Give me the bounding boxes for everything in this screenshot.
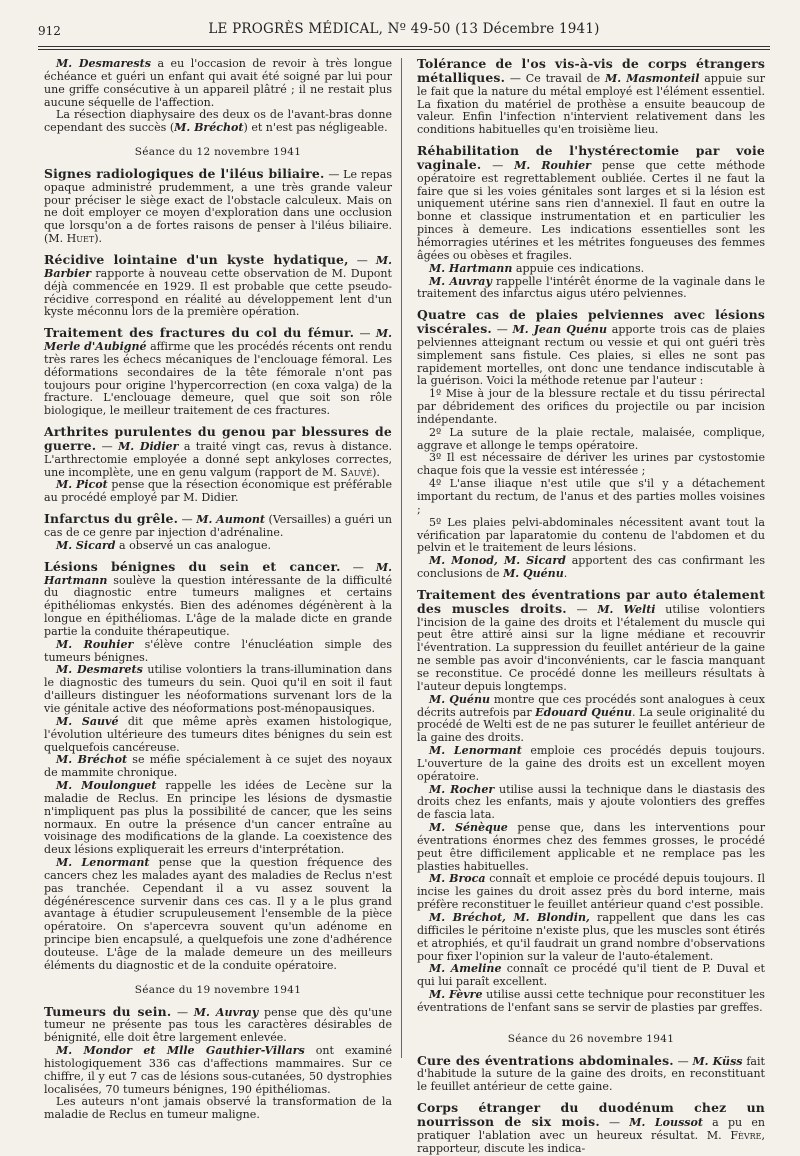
- list-item: 1º Mise à jour de la blessure rectale et du tissu périrectal par débridement des orifices du projectile ou par incision indépendante.: [417, 387, 765, 426]
- session-date: Séance du 26 novembre 1941: [507, 1032, 675, 1045]
- page-header: [38, 18, 770, 42]
- article: Infarctus du grêle. — M. Aumont (Versailles) a guéri un cas de ce genre par injection d'adrénaline.: [44, 511, 392, 539]
- article-title: Corps étranger du duodénum chez un nourrisson de six mois.: [417, 1100, 765, 1129]
- paragraph: M. Ameline connaît ce procédé qu'il tient de P. Duval et qui lui paraît excellent.: [417, 962, 765, 989]
- list-item: 3º Il est nécessaire de dériver les urines par cystostomie chaque fois que la vessie est intéressée ;: [417, 451, 765, 478]
- paragraph: M. Sauvé dit que même après examen histologique, l'évolution ultérieure des tumeurs dites bénignes du sein est quelquefois cancéreuse.: [44, 714, 392, 754]
- header-rule: [38, 46, 770, 47]
- paragraph: M. Hartmann appuie ces indications.: [429, 261, 645, 275]
- paragraph: M. Desmarets utilise volontiers la trans-illumination dans le diagnostic des tumeurs du sein. Quoi qu'il en soit il faut d'ailleurs distinguer les néoformations survenant lors de la vie génitale active des néoformations post-ménopausiques.: [44, 663, 392, 715]
- paragraph: M. Desmarests a eu l'occasion de revoir à très longue échéance et guéri un enfant qui avait été soigné par lui pour une griffe consécutive à un appareil plâtré ; il ne restait plus aucune séquelle de l'affection.: [44, 57, 392, 109]
- article-title: Quatre cas de plaies pelviennes avec lésions viscérales.: [417, 307, 765, 337]
- session-date: Séance du 12 novembre 1941: [134, 146, 302, 159]
- paragraph: M. Moulonguet rappelle les idées de Lecène sur la maladie de Reclus. En principe les lésions de dysmastie n'impliquent pas plus la possibilité de cancer, que les seins normaux. En outre la présence d'un cancer entraîne au voisinage des modifications de la glande. La coexistence des deux lésions expliquerait les erreurs d'interprétation.: [44, 779, 392, 857]
- page-number: 912: [38, 24, 61, 38]
- article-title: Réhabilitation de l'hystérectomie par voie vaginale.: [417, 143, 765, 172]
- paragraph: M. Fèvre utilise aussi cette technique pour reconstituer les éventrations de l'enfant sans se servir de plasties par greffes.: [417, 988, 765, 1014]
- paragraph: M. Auvray rappelle l'intérêt énorme de la vaginale dans le traitement des infarctus aigus utéro pelviennes.: [417, 274, 765, 301]
- paragraph: M. Monod, M. Sicard apportent des cas confirmant les conclusions de M. Quénu.: [417, 554, 765, 581]
- header-rule-second: [38, 49, 770, 50]
- paragraph: M. Bréchot se méfie spécialement à ce sujet des noyaux de mammite chronique.: [44, 753, 392, 780]
- article-title: Traitement des fractures du col du fémur.: [44, 325, 355, 341]
- list-item: 4º L'anse iliaque n'est utile que s'il y a détachement important du rectum, de l'anus et des parties molles voisines ;: [417, 477, 765, 516]
- right-column: [417, 58, 765, 1156]
- article: Corps étranger du duodénum chez un nourrisson de six mois. — M. Loussot a pu en pratiquer l'ablation avec un heureux résultat. M. Fèvre, rapporteur, discute les indica-: [417, 1100, 765, 1155]
- paragraph: M. Broca connaît et emploie ce procédé depuis toujours. Il incise les gaines du droit assez près du bord interne, mais préfère reconstituer le feuillet antérieur quand c'est possible.: [417, 872, 765, 912]
- article: Récidive lointaine d'un kyste hydatique, — M. Barbier rapporte à nouveau cette observation de M. Dupont déjà commencée en 1929. Il est probable que cette pseudo-récidive correspond en réalité au développement lent d'un kyste méconnu lors de la première opération.: [44, 251, 392, 319]
- article-title: Lésions bénignes du sein et cancer.: [44, 558, 341, 574]
- paragraph: M. Rouhier s'élève contre l'énucléation simple des tumeurs bénignes.: [44, 637, 392, 664]
- paragraph: M. Quénu montre que ces procédés sont analogues à ceux décrits autrefois par Edouard Quénu. La seule originalité du procédé de Welti est de ne pas suturer le feuillet antérieur de la gaine des droits.: [417, 692, 766, 745]
- column-divider: [401, 58, 402, 1058]
- article-title: Traitement des éventrations par auto étalement des muscles droits.: [417, 586, 765, 616]
- article: Quatre cas de plaies pelviennes avec lésions viscérales. — M. Jean Quénu apporte trois cas de plaies pelviennes atteignant rectum ou vessie et qui ont guéri très simplement sans fistule. Ces plaies, si elles ne sont pas rapidement mortelles, ont donc une tendance indiscutable à la guérison. Voici la méthode retenue par l'auteur :: [417, 307, 765, 388]
- paragraph: M. Lenormant emploie ces procédés depuis toujours. L'ouverture de la gaine des droits est un excellent moyen opératoire.: [417, 744, 765, 783]
- article-title: Tumeurs du sein.: [44, 1003, 172, 1019]
- left-column: [44, 58, 392, 1122]
- article: Signes radiologiques de l'iléus biliaire. — Le repas opaque administré prudemment, a une très grande valeur pour préciser le siège exact de l'obstacle calculeux. Mais on ne doit employer ce moyen d'exploration dans une occlusion que lorsqu'on a de fortes raisons de penser à l'iléus biliaire. (M. Huet).: [44, 165, 393, 246]
- paragraph: Les auteurs n'ont jamais observé la transformation de la maladie de Reclus en tumeur maligne.: [44, 1095, 392, 1122]
- article: Traitement des éventrations par auto étalement des muscles droits. — M. Welti utilise volontiers l'incision de la gaine des droits et l'étalement du muscle qui peut être attiré ainsi sur la ligne médiane et recouvrir l'éventration. La suppression du feuillet antérieur de la gaine ne semble pas avoir d'inconvénients, car le fascia manquant se reconstitue. Ce procédé donne les meilleurs résultats à l'auteur depuis longtemps.: [417, 586, 765, 693]
- list-item: 5º Les plaies pelvi-abdominales nécessitent avant tout la vérification par laparatomie du contenu de l'abdomen et du pelvin et le traitement de leurs lésions.: [417, 515, 765, 555]
- paragraph: M. Mondor et Mlle Gauthier-Villars ont examiné histologiquement 336 cas d'affections mammaires. Sur ce chiffre, il y eut 7 cas de lésions sous-cutanées, 50 dystrophies localisées, 70 tumeurs bénignes, 190 épithéliomas.: [44, 1044, 393, 1096]
- article-title: Signes radiologiques de l'iléus biliaire.: [44, 165, 325, 181]
- paragraph: M. Bréchot, M. Blondin, rappellent que dans les cas difficiles le péritoine n'existe plus, que les muscles sont étirés et atrophiés, et qu'il faudrait un grand nombre d'observations pour fixer l'opinion sur la valeur de l'auto-étalement.: [417, 911, 766, 963]
- article: Tumeurs du sein. — M. Auvray pense que dès qu'une tumeur ne présente pas tous les caractères désirables de bénignité, elle doit être largement enlevée.: [44, 1003, 392, 1045]
- paragraph: M. Sicard a observé un cas analogue.: [56, 538, 272, 552]
- article: Tolérance de l'os vis-à-vis de corps étrangers métalliques. — Ce travail de M. Masmonteil appuie sur le fait que la nature du métal employé est l'élément essentiel. La fixation du matériel de prothèse a ensuite beaucoup de valeur. Enfin l'infection n'intervient relativement dans les conditions habituelles qu'en troisième lieu.: [417, 56, 766, 137]
- article: Lésions bénignes du sein et cancer. — M. Hartmann soulève la question intéressante de la difficulté du diagnostic entre tumeurs malignes et certains épithéliomas enkystés. Bien des adénomes dégénèrent à la longue en épithéliomas. L'âge de la malade dicte en grande partie la conduite thérapeutique.: [44, 558, 392, 638]
- paragraph: La résection diaphysaire des deux os de l'avant-bras donne cependant des succès (M. Bréchot) et n'est pas négligeable.: [44, 108, 392, 135]
- running-title: LE PROGRÈS MÉDICAL, Nº 49-50 (13 Décembre 1941): [208, 21, 600, 37]
- article-title: Infarctus du grêle.: [44, 511, 179, 527]
- session-date: Séance du 19 novembre 1941: [134, 983, 302, 996]
- paragraph: M. Picot pense que la résection économique est préférable au procédé employé par M. Didier.: [44, 478, 392, 505]
- paragraph: M. Lenormant pense que la question fréquence des cancers chez les malades ayant des maladies de Reclus n'est pas tranchée. Cependant il a vu assez souvent la dégénérescence survenir dans ces cas. Il y a le plus grand avantage à étudier scrupuleusement l'ensemble de la pièce opératoire. On s'apercevra souvent qu'un adénome en principe bien encapsulé, a quelquefois une zone d'adhérence douteuse. L'âge de la malade demeure un des meilleurs éléments du diagnostic et de la conduite opératoire.: [44, 856, 392, 972]
- paragraph: M. Sénèque pense que, dans les interventions pour éventrations énormes chez des femmes grosses, le procédé peut être difficilement applicable et ne remplace pas les plasties habituelles.: [417, 821, 765, 873]
- article-title: Arthrites purulentes du genou par blessures de guerre.: [44, 424, 392, 453]
- article: Réhabilitation de l'hystérectomie par voie vaginale. — M. Rouhier pense que cette méthode opératoire est regrettablement oubliée. Certes il ne faut la faire que si les voies génitales sont larges et si la lésion est uniquement utérine sans rien d'annexiel. Il faut en outre la bonne et classique instrumentation et en particulier les pinces à demeure. Les indications essentielles sont les hémorragies utérines et les métrites fongueuses des femmes âgées ou obèses et fragiles.: [417, 143, 766, 262]
- list-item: 2º La suture de la plaie rectale, malaisée, complique, aggrave et allonge le temps opératoire.: [417, 425, 765, 452]
- article: Cure des éventrations abdominales. — M. Küss fait d'habitude la suture de la gaine des droits, en reconstituant le feuillet antérieur de cette gaine.: [417, 1052, 765, 1094]
- article-title: Récidive lointaine d'un kyste hydatique,: [44, 251, 349, 267]
- paragraph: M. Rocher utilise aussi la technique dans le diastasis des droits chez les enfants, mais y ajoute volontiers des greffes de fascia lata.: [417, 782, 766, 822]
- article-title: Cure des éventrations abdominales.: [417, 1052, 674, 1068]
- article: Arthrites purulentes du genou par blessures de guerre. — M. Didier a traité vingt cas, revus à distance. L'arthrectomie employée a donné sept ankyloses correctes, une incomplète, une en genu valgum (rapport de M. Sauvé).: [44, 424, 393, 479]
- article: Traitement des fractures du col du fémur. — M. Merle d'Aubigné affirme que les procédés récents ont rendu très rares les échecs mécaniques de l'enclouage fémoral. Les déformations secondaires de la tête fémorale n'ont pas toujours pour origine l'hypercorrection (en coxa valga) de la fracture. L'enclouage demeure, quel que soit son rôle biologique, le meilleur traitement de ces fractures.: [44, 325, 393, 418]
- article-title: Tolérance de l'os vis-à-vis de corps étrangers métalliques.: [417, 56, 765, 85]
